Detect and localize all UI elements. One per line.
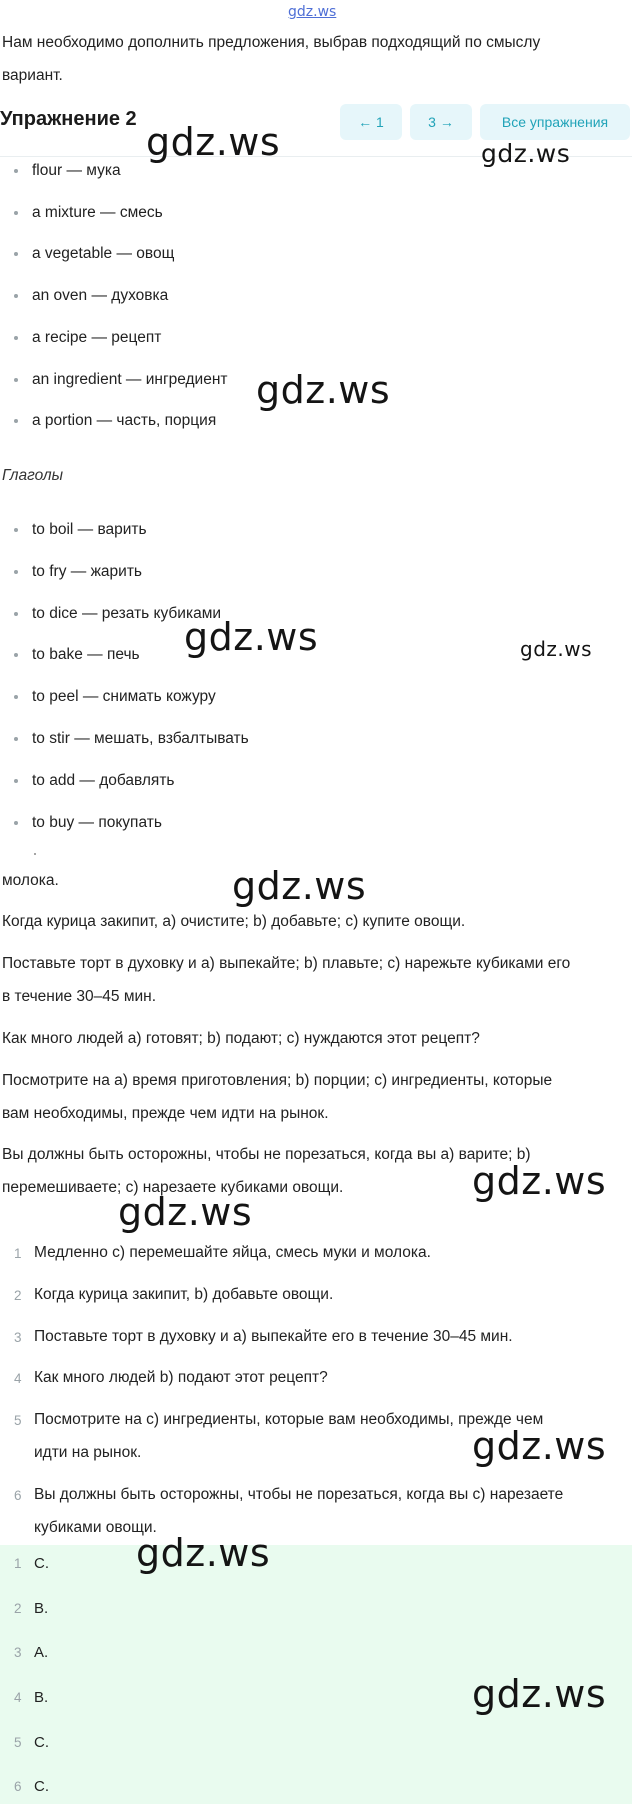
bullet-icon (14, 336, 18, 340)
list-item: to bake — печь (14, 643, 140, 667)
translation-line: Как много людей a) готовят; b) подают; c) нуждаются этот рецепт? (2, 1030, 480, 1047)
watermark: gdz.ws (472, 1159, 607, 1203)
watermark: gdz.ws (136, 1531, 271, 1575)
prev-exercise-button[interactable]: ← 1 (340, 104, 402, 140)
numbered-sentence: 6 Вы должны быть осторожны, чтобы не порезаться, когда вы c) нарезаете (14, 1486, 564, 1503)
answer-item: 5 C. (14, 1733, 49, 1751)
bullet-icon (14, 528, 18, 532)
numbered-sentence: 1 Медленно c) перемешайте яйца, смесь муки и молока. (14, 1244, 431, 1261)
list-item: an ingredient — ингредиент (14, 368, 228, 392)
answer-item: 2 B. (14, 1599, 49, 1617)
translation-line: Когда курица закипит, a) очистите; b) добавьте; c) купите овощи. (2, 913, 466, 930)
watermark: gdz.ws (256, 368, 391, 412)
translation-line: молока. (2, 872, 59, 889)
bullet-icon (14, 252, 18, 256)
translation-line: Поставьте торт в духовку и a) выпекайте; b) плавьте; c) нарежьте кубиками его (2, 955, 571, 972)
translation-line: Посмотрите на a) время приготовления; b) порции; c) ингредиенты, которые (2, 1072, 553, 1089)
translation-line: вам необходимы, прежде чем идти на рынок. (2, 1105, 329, 1122)
watermark: gdz.ws (184, 615, 319, 659)
translation-line: Вы должны быть осторожны, чтобы не порезаться, когда вы a) варите; b) (2, 1146, 531, 1163)
list-item: to dice — резать кубиками (14, 602, 221, 626)
bullet-icon (14, 570, 18, 574)
list-item: to boil — варить (14, 518, 147, 542)
list-item: a portion — часть, порция (14, 409, 216, 433)
numbered-sentence: 4 Как много людей b) подают этот рецепт? (14, 1369, 328, 1386)
bullet-icon (14, 779, 18, 783)
list-item: to fry — жарить (14, 560, 142, 584)
list-item: a recipe — рецепт (14, 326, 161, 350)
intro-line-1: Нам необходимо дополнить предложения, выбрав подходящий по смыслу (2, 34, 541, 51)
numbered-sentence: 2 Когда курица закипит, b) добавьте овощи. (14, 1286, 334, 1303)
answer-item: 3 A. (14, 1643, 49, 1661)
list-item: to buy — покупать (14, 811, 162, 835)
watermark: gdz.ws (146, 120, 281, 164)
translation-line: перемешиваете; c) нарезаете кубиками овощи. (2, 1179, 344, 1196)
top-watermark-link[interactable]: gdz.ws (288, 4, 337, 20)
numbered-sentence: 5 Посмотрите на c) ингредиенты, которые вам необходимы, прежде чем (14, 1411, 544, 1428)
list-item: to peel — снимать кожуру (14, 685, 216, 709)
list-item: a vegetable — овощ (14, 242, 174, 266)
bullet-icon (14, 294, 18, 298)
bullet-icon (14, 169, 18, 173)
stray-dot (34, 853, 36, 855)
watermark: gdz.ws (472, 1672, 607, 1716)
list-item: a mixture — смесь (14, 201, 163, 225)
watermark: gdz.ws (118, 1190, 253, 1234)
bullet-icon (14, 378, 18, 382)
verbs-heading: Глаголы (2, 467, 64, 484)
all-exercises-button[interactable]: Все упражнения (480, 104, 630, 140)
next-exercise-button[interactable]: 3 → (410, 104, 472, 140)
numbered-sentence-continuation: идти на рынок. (34, 1444, 142, 1461)
bullet-icon (14, 211, 18, 215)
bullet-icon (14, 821, 18, 825)
answer-item: 6 C. (14, 1777, 49, 1795)
numbered-sentence: 3 Поставьте торт в духовку и a) выпекайте его в течение 30–45 мин. (14, 1328, 513, 1345)
bullet-icon (14, 695, 18, 699)
watermark: gdz.ws (520, 637, 593, 661)
list-item: to add — добавлять (14, 769, 175, 793)
list-item: an oven — духовка (14, 284, 168, 308)
numbered-sentence-continuation: кубиками овощи. (34, 1519, 157, 1536)
bullet-icon (14, 737, 18, 741)
translation-line: в течение 30–45 мин. (2, 988, 157, 1005)
list-item: flour — мука (14, 159, 121, 183)
bullet-icon (14, 612, 18, 616)
answer-item: 1 C. (14, 1554, 49, 1572)
bullet-icon (14, 419, 18, 423)
intro-line-2: вариант. (2, 67, 63, 84)
watermark: gdz.ws (472, 1424, 607, 1468)
list-item: to stir — мешать, взбалтывать (14, 727, 249, 751)
watermark: gdz.ws (232, 864, 367, 908)
bullet-icon (14, 653, 18, 657)
exercise-title: Упражнение 2 (0, 108, 137, 130)
watermark: gdz.ws (481, 139, 571, 168)
answer-item: 4 B. (14, 1688, 49, 1706)
